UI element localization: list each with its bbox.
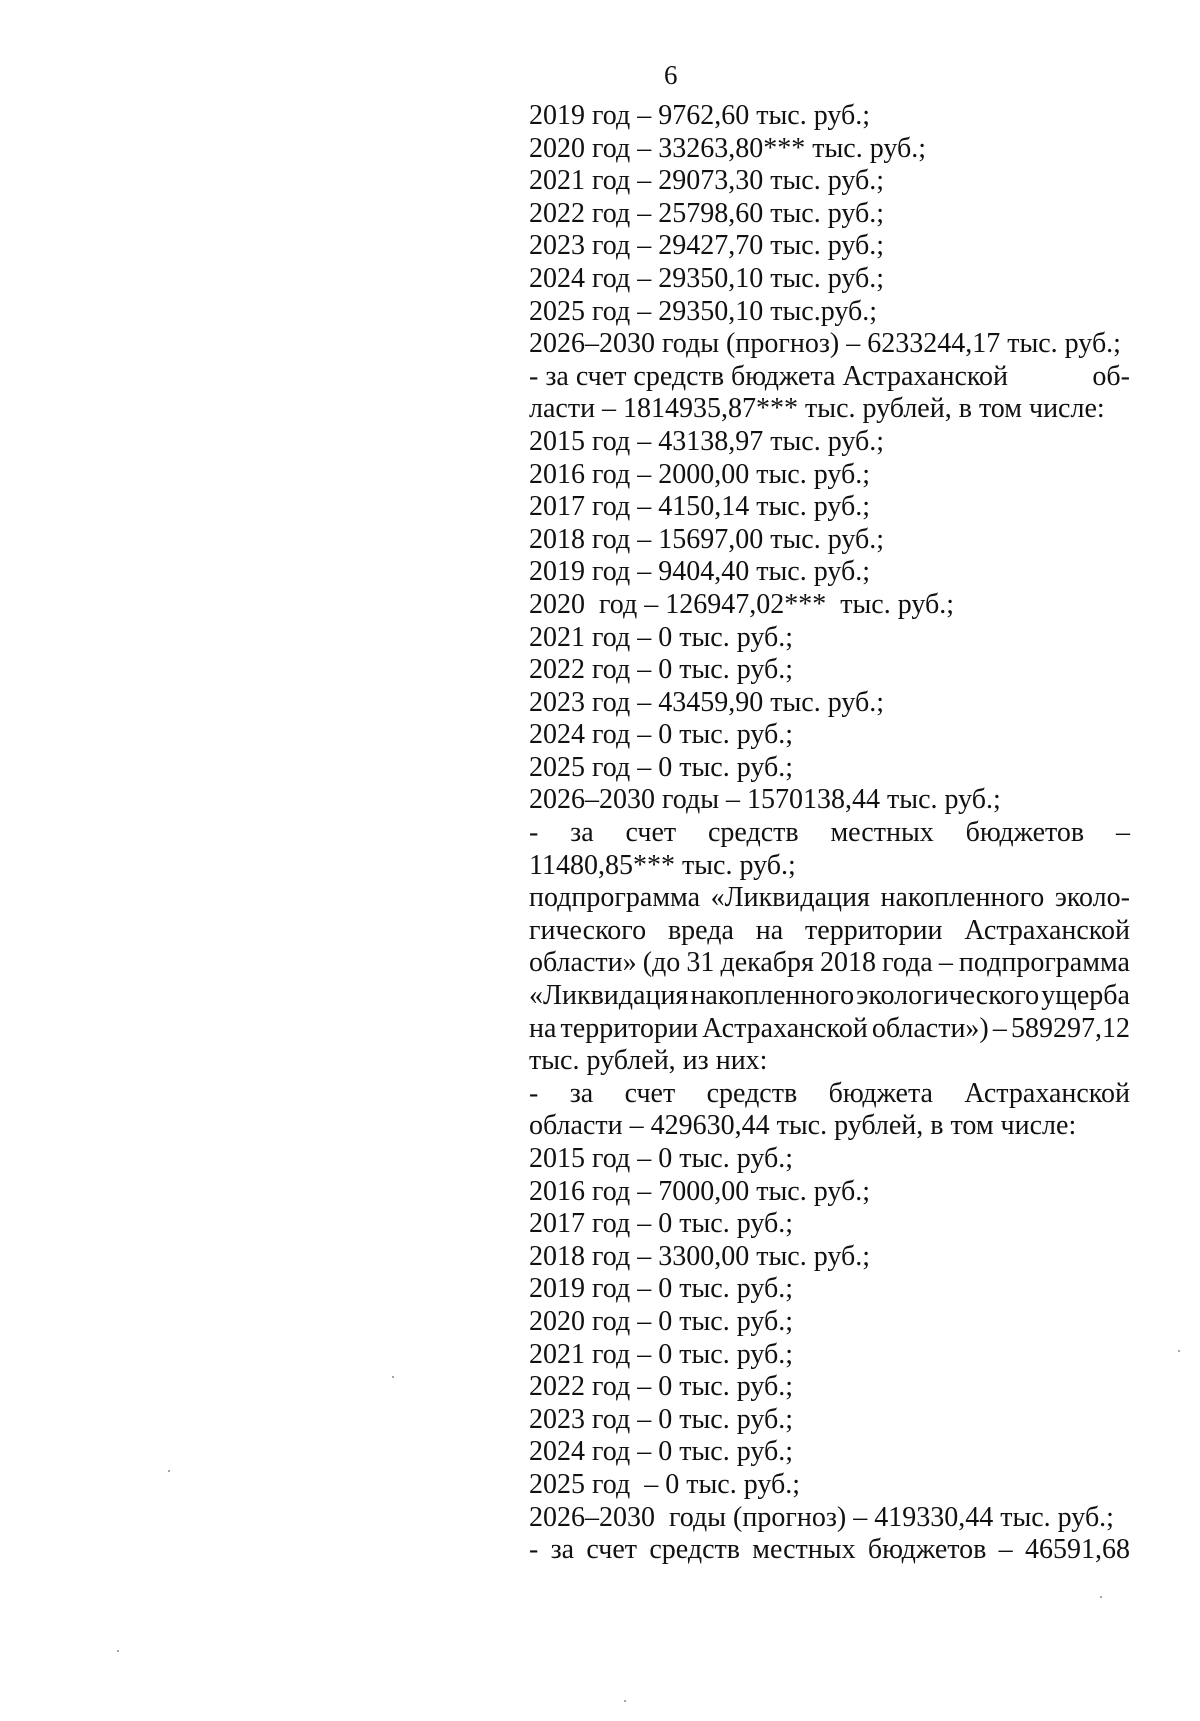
text-word: за (570, 817, 594, 849)
text-word: бюджетов (965, 817, 1085, 849)
text-word: «Ликвидация (710, 882, 870, 914)
text-line: ласти – 1814935,87*** тыс. рублей, в том числе: (529, 393, 1105, 425)
body-text (529, 100, 1130, 1567)
text-line: 2024 год – 0 тыс. руб.; (529, 719, 793, 751)
text-word: 2018 (819, 947, 876, 979)
text-word: Астраханской (702, 1012, 868, 1044)
text-word: - (529, 1534, 539, 1566)
scan-speck (392, 1376, 394, 1378)
text-line: 2021 год – 29073,30 тыс. руб.; (529, 165, 884, 197)
text-line: 2016 год – 7000,00 тыс. руб.; (529, 1175, 870, 1207)
text-line: 2025 год – 29350,10 тыс.руб.; (529, 295, 877, 327)
text-word: 31 (686, 947, 715, 979)
text-line-justified (529, 1013, 1130, 1046)
text-line: 2025 год – 0 тыс. руб.; (529, 1468, 800, 1500)
scan-speck (1178, 1350, 1180, 1352)
text-word: – (938, 947, 953, 979)
text-word: территории (805, 914, 943, 946)
scan-speck (1100, 1596, 1102, 1598)
text-line: 2025 год – 0 тыс. руб.; (529, 751, 793, 783)
text-line: 2021 год – 0 тыс. руб.; (529, 621, 793, 653)
text-line: 2022 год – 0 тыс. руб.; (529, 654, 793, 686)
text-word: на (755, 914, 784, 946)
scan-speck (168, 1470, 170, 1472)
text-word: – (998, 1534, 1013, 1566)
text-line: 2018 год – 15697,00 тыс. руб.; (529, 523, 884, 555)
text-word: накопленного (690, 980, 855, 1012)
text-word: – (1115, 817, 1130, 849)
text-line: 2020 год – 126947,02*** тыс. руб.; (529, 588, 954, 620)
text-word: экологического (856, 980, 1040, 1012)
text-word: счет (586, 1534, 638, 1566)
text-word: на (529, 1012, 557, 1044)
text-line: 2021 год – 0 тыс. руб.; (529, 1338, 793, 1370)
text-word: 46591,68 (1024, 1534, 1130, 1566)
text-word: - (529, 1077, 539, 1109)
text-line: тыс. рублей, из них: (529, 1045, 768, 1077)
text-line: 2015 год – 43138,97 тыс. руб.; (529, 425, 884, 457)
text-word: вреда (667, 914, 734, 946)
page-number: 6 (664, 60, 678, 90)
text-word: местных (752, 1534, 856, 1566)
text-word: (до (642, 947, 681, 979)
text-line: 2026–2030 годы (прогноз) – 419330,44 тыс. руб.; (529, 1501, 1114, 1533)
text-word: эколо- (1054, 882, 1130, 914)
text-line: 2023 год – 0 тыс. руб.; (529, 1403, 793, 1435)
text-line-justified (529, 915, 1130, 948)
text-fragment: об- (1092, 360, 1130, 392)
text-word: «Ликвидация (529, 980, 689, 1012)
text-word: средств (707, 817, 799, 849)
text-word: области» (529, 947, 637, 979)
text-line: 2019 год – 0 тыс. руб.; (529, 1273, 793, 1305)
text-line: 2024 год – 0 тыс. руб.; (529, 1436, 793, 1468)
text-line: 2019 год – 9762,60 тыс. руб.; (529, 100, 870, 131)
text-word: местных (830, 817, 934, 849)
text-line: 2017 год – 0 тыс. руб.; (529, 1208, 793, 1240)
text-line: 2024 год – 29350,10 тыс. руб.; (529, 262, 884, 294)
text-word: подпрограмма (958, 947, 1130, 979)
text-word: гического (529, 914, 647, 946)
text-line-justified (529, 1534, 1130, 1567)
text-line: 2017 год – 4150,14 тыс. руб.; (529, 491, 870, 523)
text-line-justified (529, 882, 1130, 915)
text-word: средств (649, 1534, 740, 1566)
text-line: 2019 год – 9404,40 тыс. руб.; (529, 556, 870, 588)
text-line-justified (529, 947, 1130, 980)
text-line: 2020 год – 33263,80*** тыс. руб.; (529, 132, 926, 164)
text-line: 2023 год – 43459,90 тыс. руб.; (529, 686, 884, 718)
text-line: 2020 год – 0 тыс. руб.; (529, 1305, 793, 1337)
text-word: года (882, 947, 933, 979)
text-word: 589297,12 (1010, 1012, 1130, 1044)
text-fragment: - за счет средств бюджета Астраханской (529, 360, 1009, 392)
text-line: 2023 год – 29427,70 тыс. руб.; (529, 230, 884, 262)
scan-speck (117, 1650, 119, 1652)
text-word: за (550, 1534, 575, 1566)
text-line: 2016 год – 2000,00 тыс. руб.; (529, 458, 870, 490)
text-line-justified (529, 980, 1130, 1013)
text-line: 2022 год – 0 тыс. руб.; (529, 1371, 793, 1403)
text-word: накопленного (880, 882, 1045, 914)
text-word: декабря (720, 947, 814, 979)
text-word: - (529, 817, 539, 849)
text-word: территории (560, 1012, 699, 1044)
text-line: 2015 год – 0 тыс. руб.; (529, 1143, 793, 1174)
text-word: бюджетов (867, 1534, 987, 1566)
text-line: 2018 год – 3300,00 тыс. руб.; (529, 1240, 870, 1272)
text-line-justified (529, 361, 1130, 394)
text-word: ущерба (1041, 980, 1130, 1012)
text-word: – (992, 1012, 1007, 1044)
text-word: подпрограмма (529, 882, 700, 914)
text-line: 2026–2030 годы – 1570138,44 тыс. руб.; (529, 784, 1001, 816)
text-word: счет (624, 1077, 676, 1109)
text-word: счет (625, 817, 677, 849)
text-line-justified (529, 1078, 1130, 1111)
text-word: средств (706, 1077, 798, 1109)
text-line-justified (529, 817, 1130, 850)
text-word: бюджета (828, 1077, 933, 1109)
scan-speck (624, 1700, 626, 1702)
text-line: области – 429630,44 тыс. рублей, в том числе: (529, 1110, 1077, 1142)
text-word: области») (871, 1012, 989, 1044)
text-word: за (569, 1077, 594, 1109)
text-word: Астраханской (964, 1077, 1130, 1109)
text-line: 2026–2030 годы (прогноз) – 6233244,17 тыс. руб.; (529, 328, 1121, 360)
text-line: 2022 год – 25798,60 тыс. руб.; (529, 197, 884, 229)
text-line: 11480,85*** тыс. руб.; (529, 849, 796, 881)
text-word: Астраханской (964, 914, 1130, 946)
